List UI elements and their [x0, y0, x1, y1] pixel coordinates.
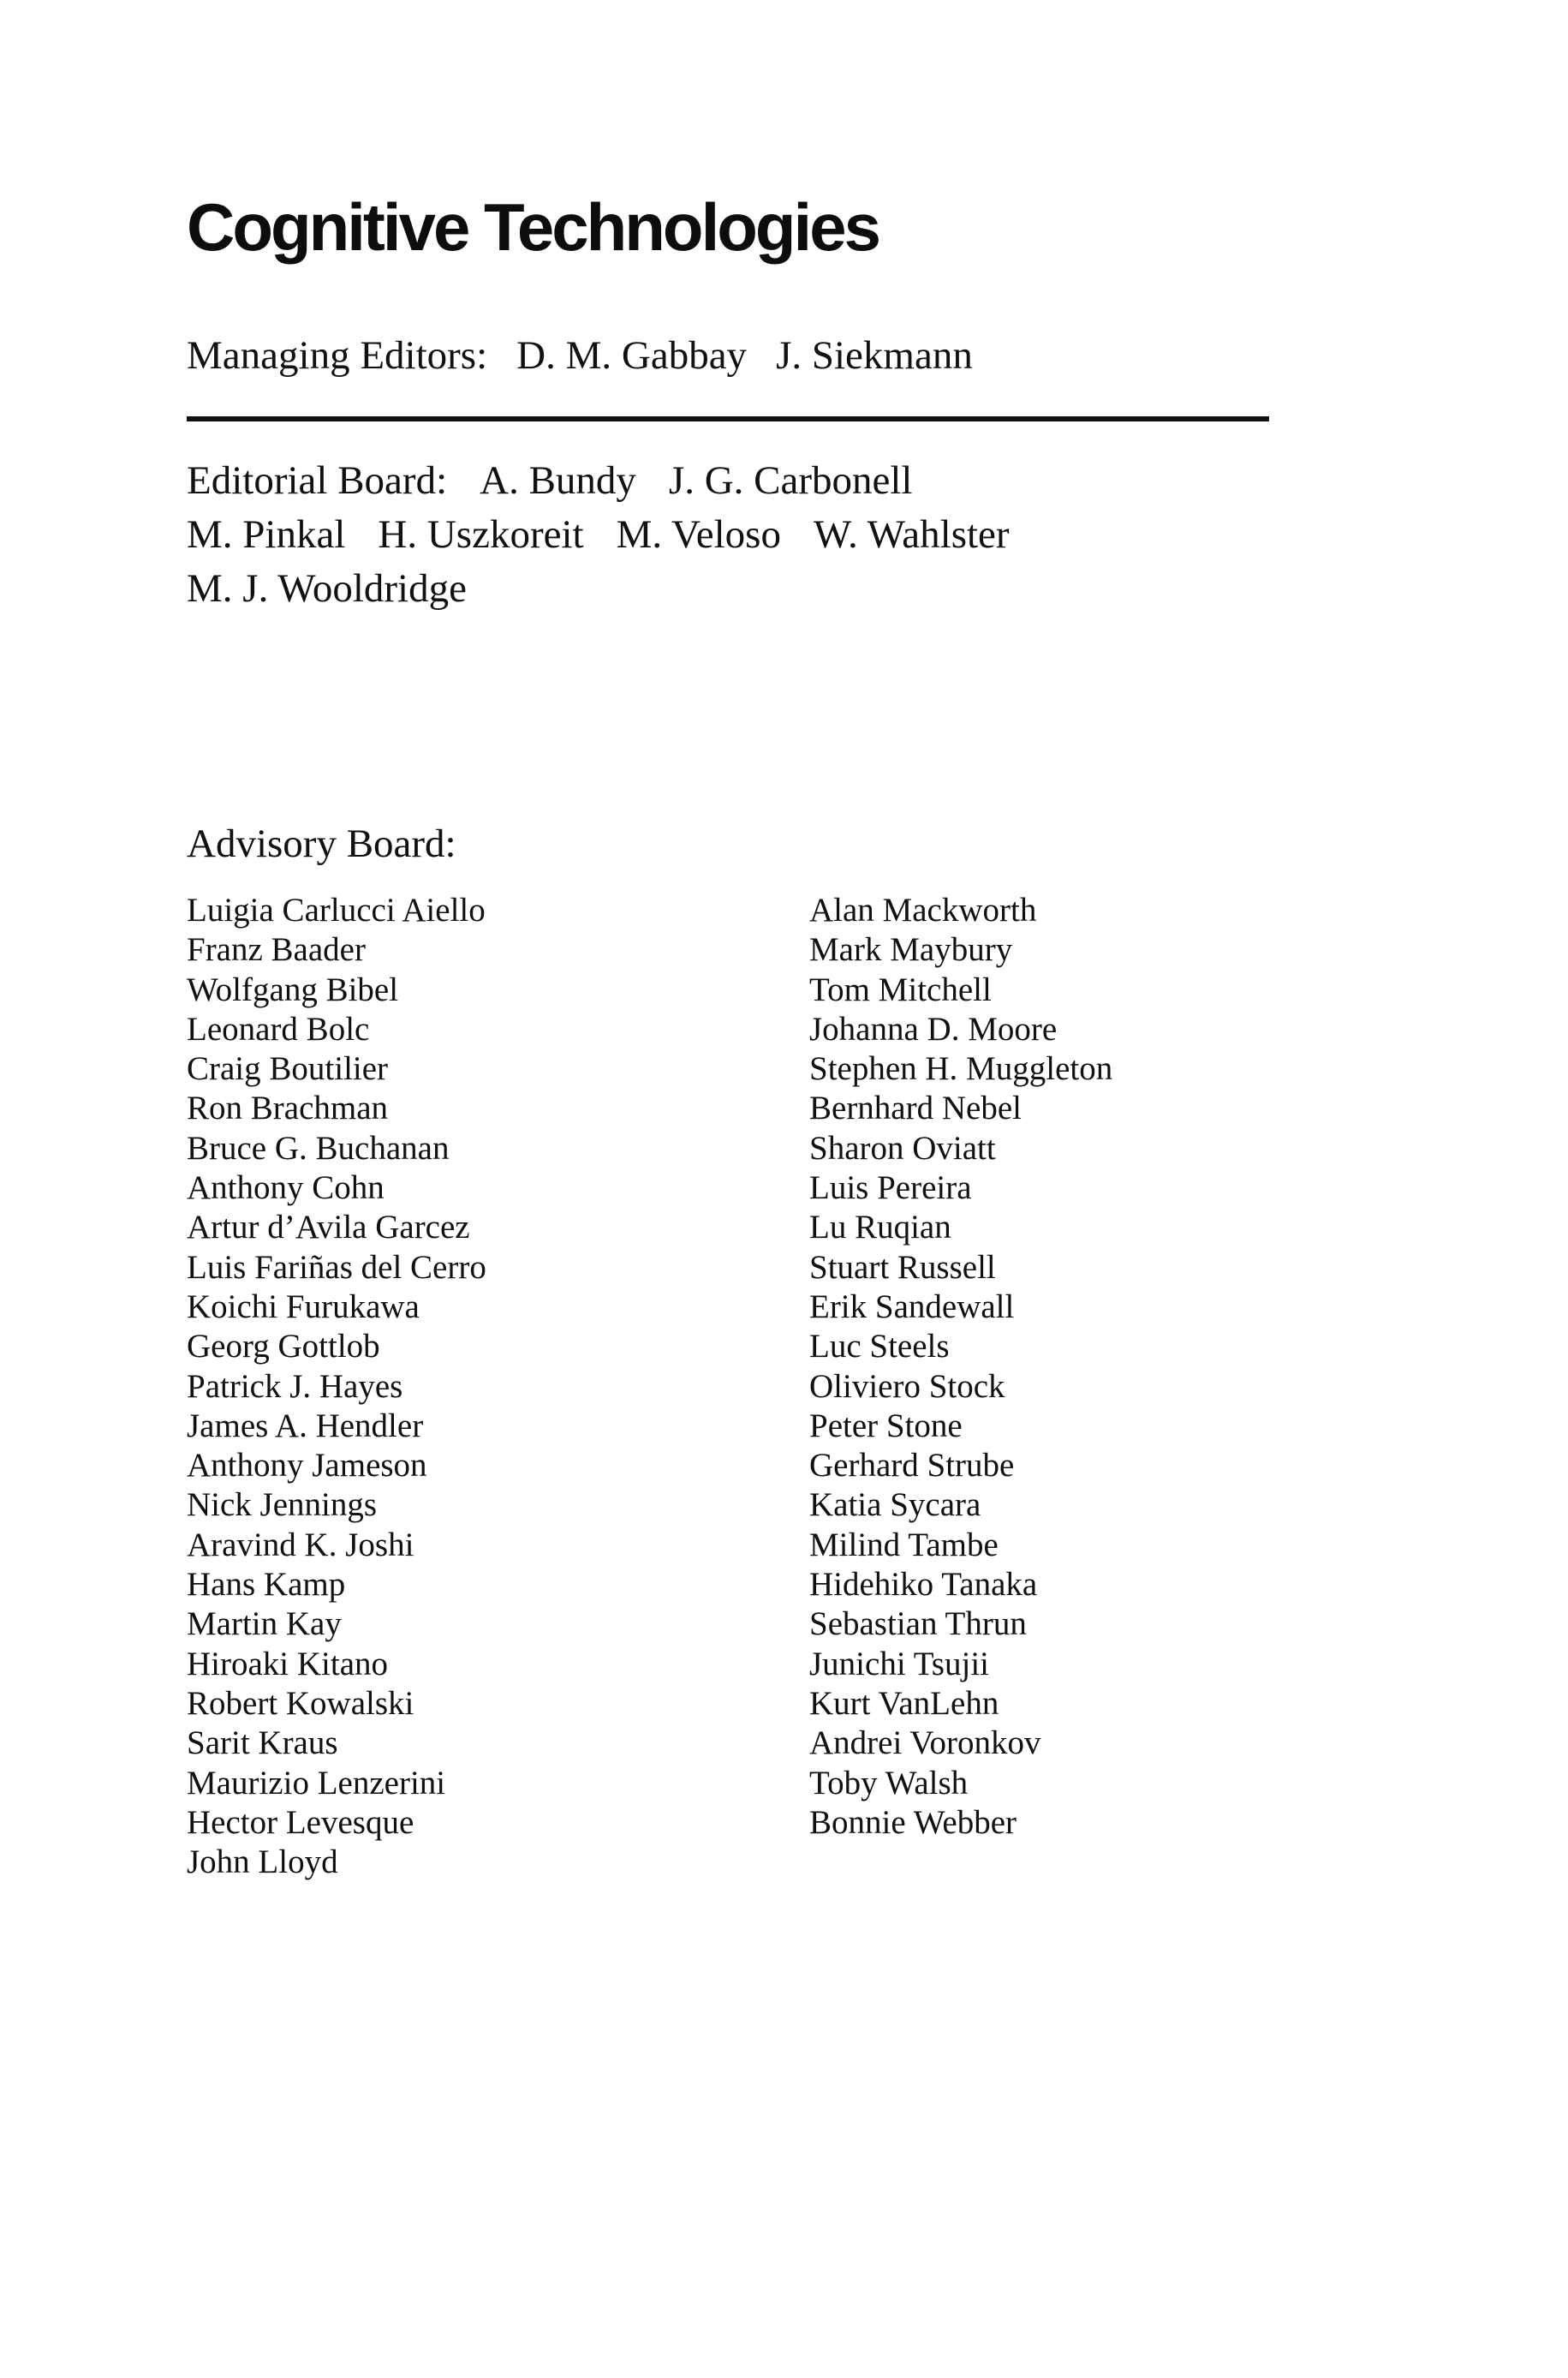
advisory-member: Nick Jennings [187, 1486, 378, 1524]
advisory-member: Sarit Kraus [187, 1724, 338, 1762]
advisory-member: Peter Stone [809, 1407, 963, 1444]
advisory-member: John Lloyd [187, 1843, 338, 1881]
advisory-member: Craig Boutilier [187, 1050, 389, 1088]
advisory-member: Anthony Jameson [187, 1447, 427, 1485]
advisory-member: Luis Pereira [809, 1169, 972, 1207]
advisory-member: Hans Kamp [187, 1566, 346, 1604]
editorial-member: W. Wahlster [813, 512, 1010, 557]
series-title: Cognitive Technologies [187, 189, 879, 265]
advisory-member: Kurt VanLehn [809, 1684, 999, 1722]
advisory-member: Wolfgang Bibel [187, 971, 399, 1008]
advisory-member: Gerhard Strube [809, 1447, 1015, 1485]
editorial-member: A. Bundy [480, 458, 636, 503]
advisory-board-heading: Advisory Board: [187, 822, 456, 866]
advisory-member: Johanna D. Moore [809, 1010, 1058, 1048]
editorial-member: J. G. Carbonell [668, 458, 913, 503]
managing-editor-name: D. M. Gabbay [516, 333, 748, 378]
editorial-board-row [187, 508, 1010, 562]
advisory-member: Anthony Cohn [187, 1169, 385, 1207]
advisory-member: Robert Kowalski [187, 1684, 414, 1722]
advisory-member: Artur d’Avila Garcez [187, 1209, 470, 1246]
advisory-member: Patrick J. Hayes [187, 1367, 403, 1405]
managing-editors-label: Managing Editors: [187, 333, 488, 378]
advisory-member: Luigia Carlucci Aiello [187, 892, 486, 929]
advisory-board-right-column [809, 891, 1112, 1843]
managing-editors [187, 333, 973, 378]
editorial-member: M. Veloso [616, 512, 781, 557]
advisory-member: Bonnie Webber [809, 1803, 1017, 1841]
advisory-member: Oliviero Stock [809, 1367, 1005, 1405]
advisory-member: Mark Maybury [809, 931, 1013, 969]
managing-editor-name: J. Siekmann [776, 333, 973, 378]
advisory-member: Martin Kay [187, 1605, 342, 1643]
advisory-member: Tom Mitchell [809, 971, 992, 1008]
editorial-board-row [187, 562, 1010, 616]
advisory-member: Alan Mackworth [809, 892, 1037, 929]
advisory-member: Hector Levesque [187, 1803, 414, 1841]
editorial-member: H. Uszkoreit [378, 512, 584, 557]
advisory-member: Erik Sandewall [809, 1288, 1015, 1325]
advisory-board-left-column [187, 891, 486, 1882]
editorial-board [187, 454, 1010, 616]
advisory-member: Stephen H. Muggleton [809, 1050, 1113, 1088]
advisory-member: Hidehiko Tanaka [809, 1566, 1038, 1604]
advisory-member: Andrei Voronkov [809, 1724, 1041, 1762]
advisory-member: Leonard Bolc [187, 1010, 370, 1048]
editorial-board-label: Editorial Board: [187, 458, 448, 503]
advisory-member: Hiroaki Kitano [187, 1645, 389, 1682]
advisory-member: Ron Brachman [187, 1090, 389, 1127]
advisory-member: Sebastian Thrun [809, 1605, 1027, 1643]
advisory-member: Georg Gottlob [187, 1328, 380, 1365]
advisory-member: Katia Sycara [809, 1486, 981, 1524]
editorial-member: M. J. Wooldridge [187, 566, 467, 611]
advisory-member: Bruce G. Buchanan [187, 1129, 450, 1167]
divider-rule [187, 416, 1269, 421]
advisory-member: Luis Fariñas del Cerro [187, 1248, 486, 1286]
advisory-member: Maurizio Lenzerini [187, 1764, 446, 1801]
advisory-member: Aravind K. Joshi [187, 1526, 414, 1563]
advisory-member: Junichi Tsujii [809, 1645, 989, 1682]
advisory-member: James A. Hendler [187, 1407, 424, 1444]
advisory-member: Sharon Oviatt [809, 1129, 996, 1167]
advisory-member: Milind Tambe [809, 1526, 999, 1563]
editorial-board-row [187, 454, 1010, 508]
advisory-member: Luc Steels [809, 1328, 950, 1365]
advisory-member: Bernhard Nebel [809, 1090, 1022, 1127]
editorial-member: M. Pinkal [187, 512, 346, 557]
advisory-member: Franz Baader [187, 931, 366, 969]
advisory-member: Koichi Furukawa [187, 1288, 420, 1325]
advisory-member: Toby Walsh [809, 1764, 969, 1801]
advisory-member: Lu Ruqian [809, 1209, 951, 1246]
advisory-member: Stuart Russell [809, 1248, 996, 1286]
